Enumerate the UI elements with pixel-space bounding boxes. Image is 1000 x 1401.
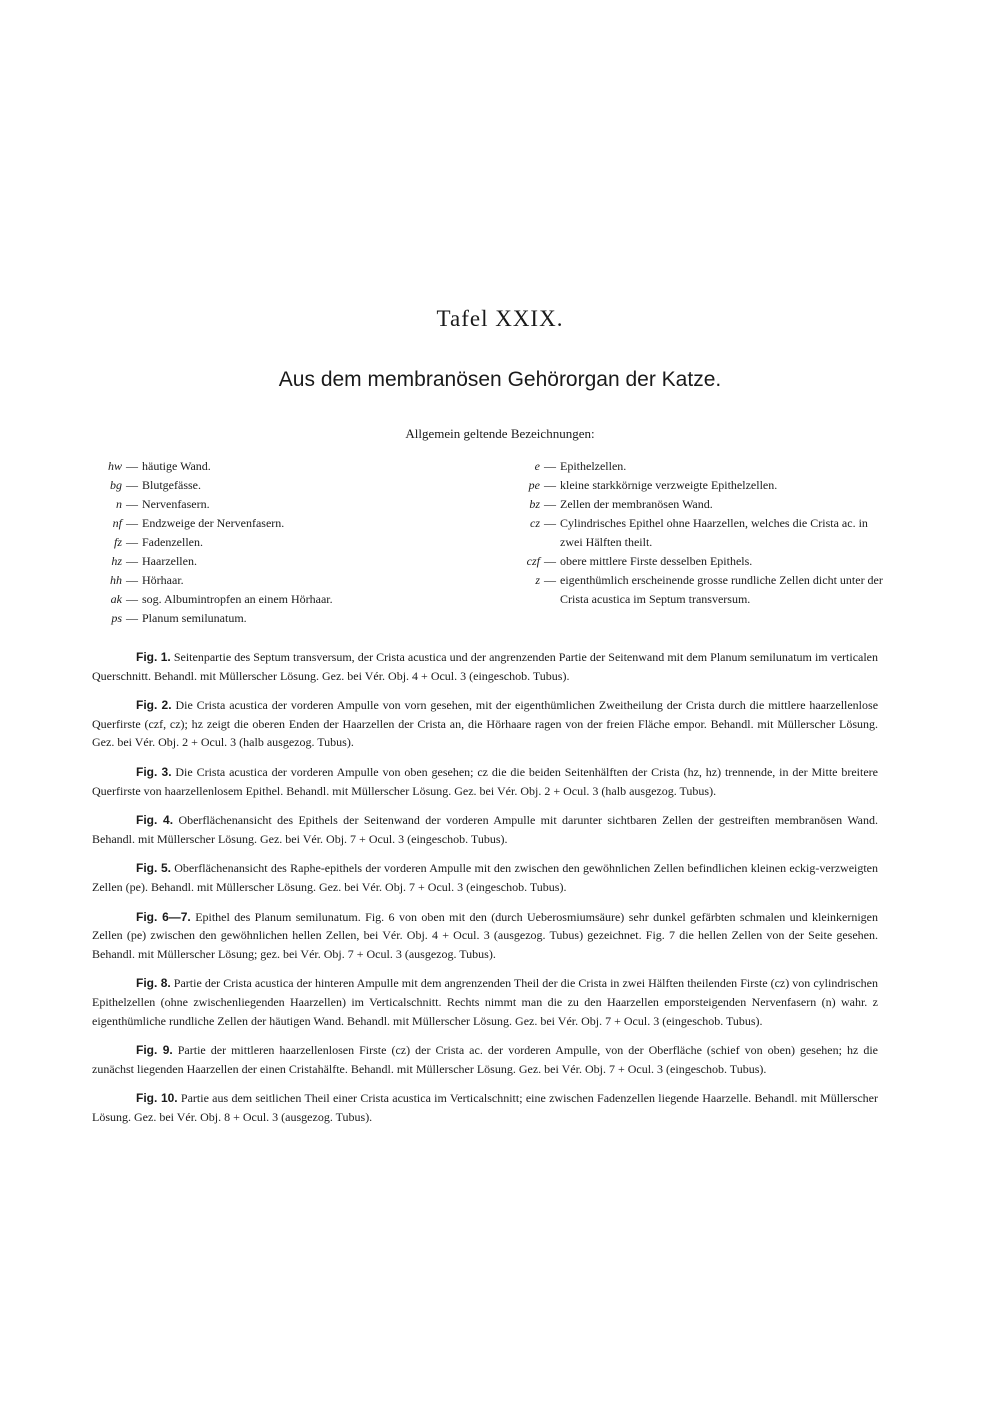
legend-meaning: Haarzellen. [142, 554, 197, 568]
legend-abbreviation: pe [528, 478, 540, 492]
legend-abbreviation: ps [111, 611, 122, 625]
caption-text: Partie der Crista acustica der hinteren Ampulle mit dem angrenzenden Theil der die Crista in zwei Hälften theilenden Firste (cz) von cylindrischen Epithelzellen (ohne zwischenliegenden Haarzellen) im Verticalschnitt. Rechts nimmt man die zu den Haarzellen emporsteigenden Nervenfasern (n) wahr. z eigenthümliche rundliche Zellen der häutigen Wand. Behandl. mit Müllerscher Lösung. Gez. bei Vér. Obj. 7 + Ocul. 3 (eingeschob. Tubus). [92, 976, 879, 1028]
legend-right-column [494, 457, 884, 609]
figure-caption [92, 974, 878, 1030]
legend-dash: — [544, 459, 556, 473]
legend-abbreviation: bz [529, 497, 540, 511]
figure-caption [92, 648, 878, 685]
legend-dash: — [544, 573, 556, 587]
legend-abbreviation: czf [526, 554, 540, 568]
legend-left-column [92, 457, 492, 628]
legend-abbreviation: hw [107, 459, 122, 473]
caption-text: Oberflächenansicht des Epithels der Seitenwand der vorderen Ampulle mit darunter sichtbaren Zellen der gestreiften membranösen Wand. Behandl. mit Müllerscher Lösung. Gez. bei Vér. Obj. 7 + Ocul. 3 (eingeschob. Tubus). [92, 813, 879, 846]
legend-entry [92, 552, 492, 571]
legend-entry [92, 514, 492, 533]
figure-label: Fig. 4. [136, 813, 174, 828]
legend-entry [92, 457, 492, 476]
legend-abbreviation: hz [111, 554, 122, 568]
figure-caption [92, 696, 878, 752]
legend-dash: — [126, 573, 138, 587]
legend-meaning: Blutgefässe. [142, 478, 201, 492]
legend-entry [494, 552, 884, 571]
legend-entry [494, 514, 884, 552]
legend-entry [92, 590, 492, 609]
figure-caption [92, 1089, 878, 1126]
legend-meaning: sog. Albumintropfen an einem Hörhaar. [142, 592, 333, 606]
figure-label: Fig. 1. [136, 650, 171, 664]
legend-dash: — [126, 535, 138, 549]
caption-text: Partie aus dem seitlichen Theil einer Crista acustica im Verticalschnitt; eine zwischen Fadenzellen liegende Haarzelle. Behandl. mit Müllerscher Lösung. Gez. bei Vér. Obj. 8 + Ocul. 3 (ausgezog. Tubus). [92, 1091, 878, 1124]
figure-label: Fig. 8. [136, 976, 171, 991]
legend-abbreviation: hh [110, 573, 122, 587]
legend-entry [494, 476, 884, 495]
caption-text: Die Crista acustica der vorderen Ampulle von vorn gesehen, mit der eigenthümlichen Zweitheilung der Crista durch die mittlere haarzellenlose Querfirste (czf, cz); hz zeigt die oberen Enden der Haarzellen der Crista an, die Hörhaare ragen von der freien Fläche empor. Behandl. mit Müllerscher Lösung. Gez. bei Vér. Obj. 2 + Ocul. 3 (halb ausgezog. Tubus). [92, 698, 879, 750]
legend-entry [92, 571, 492, 590]
legend-dash: — [126, 611, 138, 625]
legend-entry [92, 533, 492, 552]
legend-meaning: Zellen der membranösen Wand. [560, 497, 713, 511]
figure-caption [92, 859, 878, 896]
legend-meaning: Epithelzellen. [560, 459, 627, 473]
caption-text: Epithel des Planum semilunatum. Fig. 6 von oben mit den (durch Ueberosmiumsäure) sehr dunkel gefärbten schmalen und kleinkernigen Zellen (pe) zwischen den gewöhnlichen hellen Zellen, bei Vér. Obj. 4 + Ocul. 3 (ausgezog. Tubus) gezeichnet. Fig. 7 die hellen Zellen von der Seite gesehen. Behandl. mit Müllerscher Lösung; gez. bei Vér. Obj. 7 + Ocul. 3 (ausgezog. Tubus). [92, 909, 879, 961]
figure-caption [92, 811, 878, 848]
legend-meaning: Fadenzellen. [142, 535, 203, 549]
legend-meaning: eigenthümlich erscheinende grosse rundliche Zellen dicht unter der Crista acustica im Septum transversum. [560, 573, 883, 606]
legend-meaning: kleine starkkörnige verzweigte Epithelzellen. [560, 478, 778, 492]
plate-title: Tafel XXIX. [436, 306, 564, 331]
legend-dash: — [126, 478, 138, 492]
legend-entry [494, 457, 884, 476]
figure-label: Fig. 2. [136, 698, 172, 713]
legend-meaning: Hörhaar. [142, 573, 184, 587]
legend-abbreviation: ak [110, 592, 122, 606]
legend-abbreviation: z [535, 573, 540, 587]
legend-meaning: Nervenfasern. [142, 497, 210, 511]
legend-abbreviation: nf [112, 516, 122, 530]
legend-abbreviation: n [116, 497, 122, 511]
legend-entry [92, 609, 492, 628]
caption-text: Seitenpartie des Septum transversum, der Crista acustica und der angrenzenden Partie der Seitenwand mit dem Planum semilunatum im verticalen Querschnitt. Behandl. mit Müllerscher Lösung. Gez. bei Vér. Obj. 4 + Ocul. 3 (eingeschob. Tubus). [92, 650, 879, 683]
figure-caption [92, 1041, 878, 1078]
legend-meaning: Planum semilunatum. [142, 611, 247, 625]
figure-label: Fig. 9. [136, 1043, 173, 1058]
figure-label: Fig. 10. [136, 1091, 178, 1106]
legend-abbreviation: cz [530, 516, 540, 530]
legend-dash: — [544, 516, 556, 530]
legend-meaning: häutige Wand. [142, 459, 211, 473]
figure-label: Fig. 6—7. [136, 909, 191, 924]
legend-meaning: Endzweige der Nervenfasern. [142, 516, 285, 530]
legend-meaning: Cylindrisches Epithel ohne Haarzellen, welches die Crista ac. in zwei Hälften theilt. [560, 516, 868, 549]
legend-dash: — [544, 497, 556, 511]
figure-label: Fig. 3. [136, 764, 172, 779]
legend-entry [494, 495, 884, 514]
caption-text: Partie der mittleren haarzellenlosen Firste (cz) der Crista ac. der vorderen Ampulle, von der Oberfläche (schief von oben) gesehen; hz die zunächst liegenden Haarzellen der einen Cristahälfte. Behandl. mit Müllerscher Lösung. Gez. bei Vér. Obj. 7 + Ocul. 3 (eingeschob. Tubus). [92, 1043, 879, 1076]
plate-subtitle: Aus dem membranösen Gehörorgan der Katze. [278, 368, 722, 391]
legend-abbreviation: fz [113, 535, 122, 549]
caption-text: Die Crista acustica der vorderen Ampulle von oben gesehen; cz die die beiden Seitenhälften der Crista (hz, hz) trennende, in der Mitte breitere Querfirste von haarzellenlosem Epithel. Behandl. mit Müllerscher Lösung. Gez. bei Vér. Obj. 2 + Ocul. 3 (halb ausgezog. Tubus). [92, 764, 878, 798]
figure-captions [92, 648, 878, 1137]
legend-dash: — [126, 592, 138, 606]
legend-entry [92, 495, 492, 514]
figure-label: Fig. 5. [136, 861, 171, 876]
figure-caption [92, 763, 878, 800]
caption-text: Oberflächenansicht des Raphe-epithels der vorderen Ampulle mit den zwischen den gewöhnlichen Zellen befindlichen kleinen eckig-verzweigten Zellen (pe). Behandl. mit Müllerscher Lösung. Gez. bei Vér. Obj. 7 + Ocul. 3 (eingeschob. Tubus). [92, 861, 879, 894]
legend-dash: — [126, 516, 138, 530]
legend-dash: — [544, 478, 556, 492]
figure-caption [92, 908, 878, 964]
legend-dash: — [126, 554, 138, 568]
legend-dash: — [126, 497, 138, 511]
legend-entry [494, 571, 884, 609]
legend-abbreviation: bg [110, 478, 122, 492]
legend-heading: Allgemein geltende Bezeichnungen: [405, 426, 595, 441]
legend-entry [92, 476, 492, 495]
legend-dash: — [126, 459, 138, 473]
legend-meaning: obere mittlere Firste desselben Epithels. [560, 554, 753, 568]
legend-abbreviation: e [534, 459, 540, 473]
legend-dash: — [544, 554, 556, 568]
